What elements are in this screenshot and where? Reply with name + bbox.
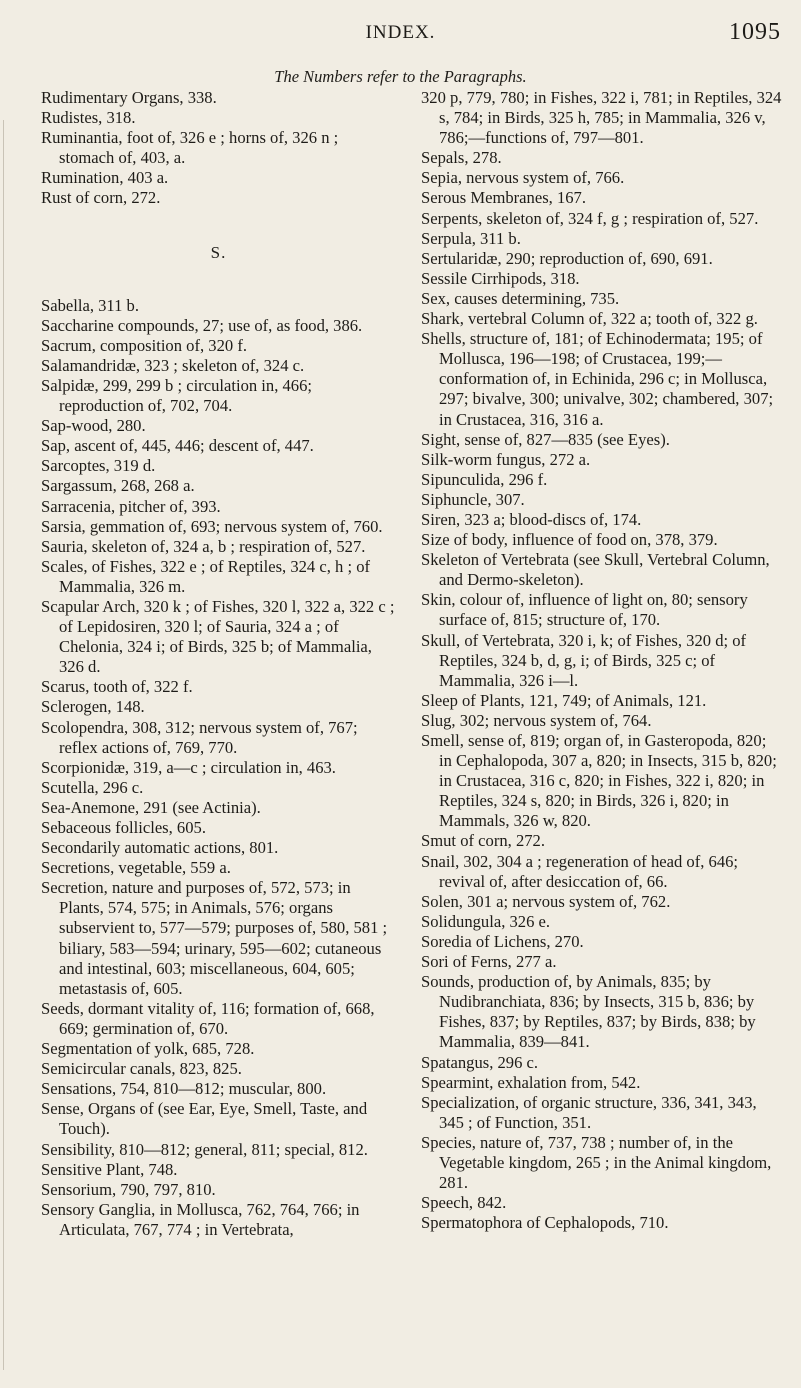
page-number: 1095 xyxy=(729,19,781,45)
index-entry: Salamandridæ, 323 ; skeleton of, 324 c. xyxy=(41,355,305,375)
index-entry: Sensibility, 810—812; general, 811; special, 812. xyxy=(41,1139,368,1159)
index-entry: Scarus, tooth of, 322 f. xyxy=(41,677,193,697)
index-entry: Sargassum, 268, 268 a. xyxy=(41,476,195,496)
index-entry: Seeds, dormant vitality of, 116; formation of, 668, 669; germination of, 670. xyxy=(41,998,375,1038)
index-entry: Sarcoptes, 319 d. xyxy=(41,456,156,476)
right-column xyxy=(421,88,783,1233)
index-entry: Sensory Ganglia, in Mollusca, 762, 764, 766; in Articulata, 767, 774 ; in Vertebrata, xyxy=(41,1199,360,1239)
index-entry: Sertularidæ, 290; reproduction of, 690, 691. xyxy=(421,248,713,268)
index-entry: Spermatophora of Cephalopods, 710. xyxy=(421,1213,669,1233)
index-entry: Sex, causes determining, 735. xyxy=(421,288,620,308)
index-entry: Scolopendra, 308, 312; nervous system of, 767; reflex actions of, 769, 770. xyxy=(41,717,358,757)
index-entry: Siren, 323 a; blood-discs of, 174. xyxy=(421,509,642,529)
index-entry: Sap, ascent of, 445, 446; descent of, 447. xyxy=(41,436,314,456)
index-entry: Serous Membranes, 167. xyxy=(421,188,586,208)
index-entry: Sounds, production of, by Animals, 835; by Nudibranchiata, 836; by Insects, 315 b, 836; by Fishes, 837; by Reptiles, 837; by Birds, 838; by Mammalia, 839—841. xyxy=(421,972,756,1052)
index-entry: Smell, sense of, 819; organ of, in Gasteropoda, 820; in Cephalopoda, 307 a, 820; in Insects, 315 b, 820; in Crustacea, 316 c, 820; in Fishes, 322 i, 820; in Reptiles, 324 s, 820; in Birds, 326 i, 820; in Mammals, 326 w, 820. xyxy=(421,731,777,831)
index-entry: Spearmint, exhalation from, 542. xyxy=(421,1072,641,1092)
index-entry: Sebaceous follicles, 605. xyxy=(41,818,206,837)
index-entry: Size of body, influence of food on, 378, 379. xyxy=(421,530,718,550)
section-letter: S. xyxy=(210,242,227,262)
index-entry: Ruminantia, foot of, 326 e ; horns of, 326 n ; stomach of, 403, a. xyxy=(41,128,339,168)
page-subtitle: The Numbers refer to the Paragraphs. xyxy=(274,67,527,86)
index-entry: Sepals, 278. xyxy=(421,148,502,168)
index-entry: Sight, sense of, 827—835 (see Eyes). xyxy=(421,429,670,449)
index-entry: Specialization, of organic structure, 336, 341, 343, 345 ; of Function, 351. xyxy=(421,1092,757,1132)
index-entry: Saccharine compounds, 27; use of, as food, 386. xyxy=(41,315,363,335)
index-entry: Species, nature of, 737, 738 ; number of, in the Vegetable kingdom, 265 ; in the Animal kingdom, 281. xyxy=(421,1132,772,1193)
entries-after-letter xyxy=(41,296,396,1240)
index-entry: Skeleton of Vertebrata (see Skull, Vertebral Column, and Dermo-skeleton). xyxy=(421,550,770,590)
index-entry: Sense, Organs of (see Ear, Eye, Smell, Taste, and Touch). xyxy=(41,1099,368,1139)
page-title: INDEX. xyxy=(365,22,436,43)
index-entry: Sap-wood, 280. xyxy=(41,416,146,436)
index-entry: Scorpionidæ, 319, a—c ; circulation in, 463. xyxy=(41,757,336,777)
index-entry: Rudimentary Organs, 338. xyxy=(41,88,217,107)
index-entry: 320 p, 779, 780; in Fishes, 322 i, 781; in Reptiles, 324 s, 784; in Birds, 325 h, 785; in Mammalia, 326 v, 786;—functions of, 797—801. xyxy=(421,88,782,148)
index-entry: Secretion, nature and purposes of, 572, 573; in Plants, 574, 575; in Animals, 576; organs subservient to, 577—579; purposes of, 580, 581 ; biliary, 583—594; urinary, 595—602; cutaneous and intestinal, 603; miscellaneous, 604, 605; metastasis of, 605. xyxy=(41,878,388,998)
index-entry: Sclerogen, 148. xyxy=(41,697,145,717)
index-entry: Skin, colour of, influence of light on, 80; sensory surface of, 815; structure of, 170. xyxy=(421,590,748,630)
index-entry: Snail, 302, 304 a ; regeneration of head of, 646; revival of, after desiccation of, 66. xyxy=(421,851,739,891)
index-entry: Secretions, vegetable, 559 a. xyxy=(41,858,231,878)
index-entry: Sessile Cirrhipods, 318. xyxy=(421,268,580,288)
index-entry: Shark, vertebral Column of, 322 a; tooth of, 322 g. xyxy=(421,309,758,329)
index-entry: Slug, 302; nervous system of, 764. xyxy=(421,710,652,730)
index-entry: Sensorium, 790, 797, 810. xyxy=(41,1179,216,1199)
index-entry: Scapular Arch, 320 k ; of Fishes, 320 l, 322 a, 322 c ; of Lepidosiren, 320 l; of Sauria, 324 a ; of Chelonia, 324 i; of Birds, 325 b; of Mammalia, 326 d. xyxy=(41,596,395,677)
index-entry: Serpents, skeleton of, 324 f, g ; respiration of, 527. xyxy=(421,208,759,228)
index-entry: Sacrum, composition of, 320 f. xyxy=(41,335,248,355)
index-entry: Sea-Anemone, 291 (see Actinia). xyxy=(41,797,261,817)
index-entry: Rust of corn, 272. xyxy=(41,188,161,208)
index-entry: Solen, 301 a; nervous system of, 762. xyxy=(421,891,671,911)
index-entry: Sleep of Plants, 121, 749; of Animals, 121. xyxy=(421,690,707,710)
index-entry: Sensitive Plant, 748. xyxy=(41,1159,178,1179)
index-entry: Sarsia, gemmation of, 693; nervous system of, 760. xyxy=(41,516,383,536)
index-entry: Rumination, 403 a. xyxy=(41,168,169,188)
index-entry: Sarracenia, pitcher of, 393. xyxy=(41,496,221,516)
index-entry: Siphuncle, 307. xyxy=(421,489,525,509)
index-entry: Spatangus, 296 c. xyxy=(421,1052,539,1072)
index-entry: Shells, structure of, 181; of Echinodermata; 195; of Mollusca, 196—198; of Crustacea, 199;—conformation of, in Echinida, 296 c; in Mollusca, 297; bivalve, 300; univalve, 302; chambered, 307; in Crustacea, 316, 316 a. xyxy=(421,329,774,429)
entries-before-letter xyxy=(41,88,396,209)
index-entry: Semicircular canals, 823, 825. xyxy=(41,1059,242,1079)
index-entry: Sauria, skeleton of, 324 a, b ; respiration of, 527. xyxy=(41,536,366,556)
index-entry: Sori of Ferns, 277 a. xyxy=(421,952,557,972)
index-entry: Silk-worm fungus, 272 a. xyxy=(421,449,591,469)
index-entry: Serpula, 311 b. xyxy=(421,228,521,248)
left-column xyxy=(41,88,396,1240)
index-entry: Sepia, nervous system of, 766. xyxy=(421,168,625,188)
index-entry: Segmentation of yolk, 685, 728. xyxy=(41,1039,255,1059)
index-entry: Smut of corn, 272. xyxy=(421,831,545,851)
index-entry: Scales, of Fishes, 322 e ; of Reptiles, 324 c, h ; of Mammalia, 326 m. xyxy=(41,556,371,596)
index-entry: Sipunculida, 296 f. xyxy=(421,469,548,489)
index-entry: Speech, 842. xyxy=(421,1193,507,1213)
index-entry: Rudistes, 318. xyxy=(41,108,136,128)
index-entry: Salpidæ, 299, 299 b ; circulation in, 466; reproduction of, 702, 704. xyxy=(41,375,313,416)
index-entry: Solidungula, 326 e. xyxy=(421,911,551,931)
index-entry: Skull, of Vertebrata, 320 i, k; of Fishes, 320 d; of Reptiles, 324 b, d, g, i; of Birds, 325 c; of Mammalia, 326 i—l. xyxy=(421,630,747,690)
index-entry: Sabella, 311 b. xyxy=(41,295,140,315)
index-entry: Secondarily automatic actions, 801. xyxy=(41,838,279,858)
page-edge-line xyxy=(3,120,4,1370)
index-entry: Sensations, 754, 810—812; muscular, 800. xyxy=(41,1079,327,1099)
index-entry: Soredia of Lichens, 270. xyxy=(421,931,584,951)
running-head xyxy=(0,19,801,52)
index-entry: Scutella, 296 c. xyxy=(41,777,144,797)
